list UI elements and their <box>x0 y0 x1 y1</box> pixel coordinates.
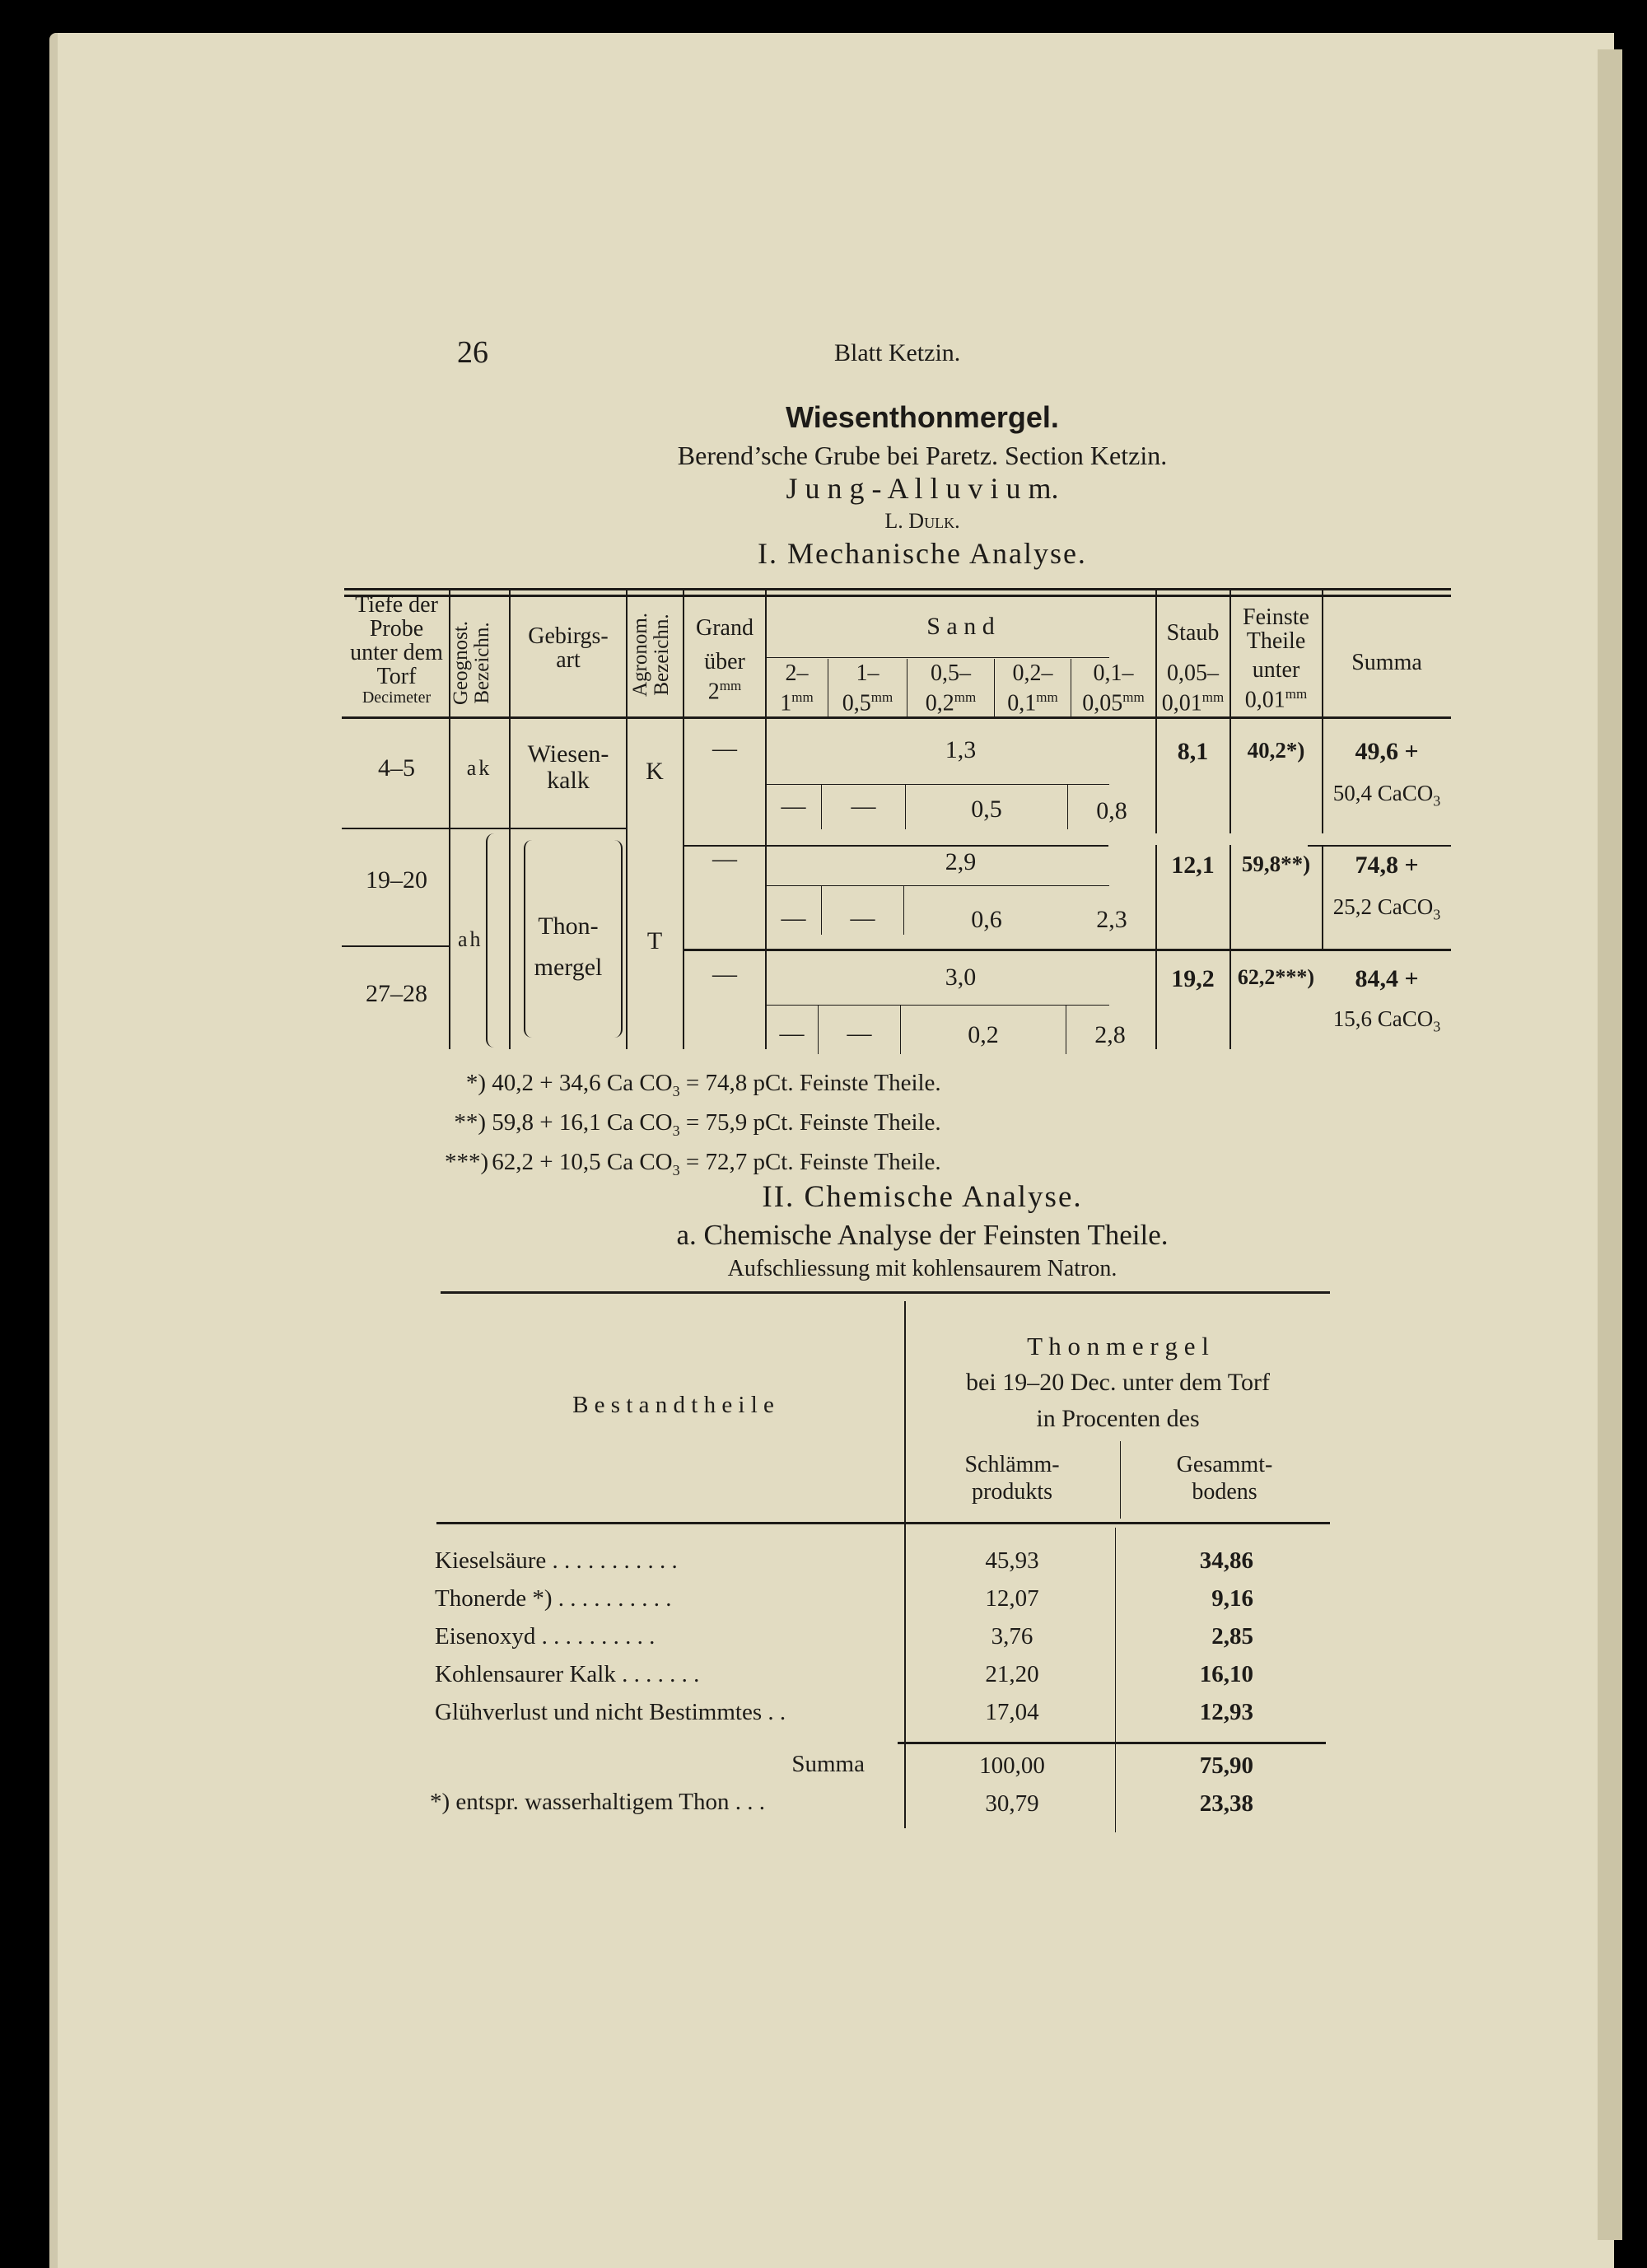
row1-grand: — <box>712 735 737 762</box>
ca-subscript: 3 <box>672 1122 680 1139</box>
header-sand-col-5-size: 0,05 <box>1082 690 1123 716</box>
chem-row-4-v2: 16,10 <box>1199 1661 1253 1687</box>
header-depth-note: bei 19–20 Dec. unter dem Torf <box>966 1369 1270 1396</box>
footnote-1-text: 40,2 + 34,6 Ca CO <box>492 1070 673 1096</box>
row1-feinste: 40,2*) <box>1247 738 1305 763</box>
row2-sand-part-3: 0,6 <box>971 906 1002 933</box>
header-tiefe-3: unter dem <box>350 640 443 665</box>
footnote-3-text: 62,2 + 10,5 Ca CO <box>492 1148 673 1175</box>
row1-agronom: K <box>646 758 664 785</box>
rule <box>436 1522 1330 1524</box>
row1-summa: 49,6 + <box>1355 738 1419 765</box>
header-staub-range: 0,05– <box>1167 660 1219 686</box>
header-tiefe-4: Torf <box>376 664 417 689</box>
row2-sand-part-2: — <box>850 904 875 931</box>
header-geognost-1: Geognost. <box>450 620 472 706</box>
thon-v1: 30,79 <box>985 1790 1039 1817</box>
chem-row-3-v1: 3,76 <box>991 1623 1033 1650</box>
header-sand: S a n d <box>926 613 995 640</box>
row2-summa-ca: 25,2 CaCO <box>1332 894 1434 919</box>
row2-gebirgsart-1: Thon- <box>538 912 599 940</box>
formation-line: J u n g - A l l u v i u m. <box>786 472 1059 505</box>
ca-subscript: 3 <box>672 1082 680 1099</box>
chem-row-1-name: Kieselsäure . . . . . . . . . . . <box>435 1547 678 1574</box>
header-col-gesammt-1: Gesammt- <box>1176 1452 1273 1477</box>
rule <box>684 949 1451 951</box>
row1-sand-part-1: — <box>781 792 806 819</box>
row1-sand-total: 1,3 <box>945 736 977 763</box>
header-grand-ueber: über <box>704 649 745 674</box>
footnote-1-mark: *) <box>465 1070 486 1096</box>
header-sand-col-4: 0,2– <box>1012 660 1053 686</box>
header-agronom <box>630 593 679 716</box>
unit-mm: mm <box>1122 689 1145 705</box>
header-tiefe-unit: Decimeter <box>362 688 432 707</box>
header-thonmergel: T h o n m e r g e l <box>1027 1332 1209 1360</box>
summa-v1: 100,00 <box>979 1752 1045 1779</box>
running-title: Blatt Ketzin. <box>834 339 961 366</box>
rule <box>1308 845 1451 847</box>
header-col-schlaemm-2: produkts <box>972 1479 1052 1505</box>
row3-sand-part-1: — <box>779 1020 805 1047</box>
unit-mm: mm <box>1201 689 1225 705</box>
header-gebirgsart-2: art <box>556 647 581 673</box>
row3-feinste: 62,2***) <box>1237 965 1315 989</box>
rule <box>342 945 449 947</box>
header-sand-col-3-size: 0,2 <box>925 690 954 716</box>
page-number: 26 <box>457 335 488 370</box>
rule <box>903 885 904 935</box>
brace-shape <box>486 833 496 1048</box>
ca-subscript: 3 <box>672 1161 680 1178</box>
row2-grand: — <box>712 845 737 872</box>
header-geognost-2: Bezeichn. <box>471 622 493 704</box>
summa-label: Summa <box>791 1751 865 1777</box>
unit-mm: mm <box>1285 686 1308 702</box>
row2-sand-part-1: — <box>781 904 806 931</box>
row2-depth: 19–20 <box>366 866 427 894</box>
footnote-3-mark: ***) <box>445 1148 489 1175</box>
header-feinste: Feinste <box>1243 604 1309 630</box>
row3-sand-part-4: 2,8 <box>1094 1021 1126 1048</box>
header-staub: Staub <box>1166 620 1220 646</box>
header-geognost <box>450 601 500 725</box>
row1-staub: 8,1 <box>1177 738 1209 765</box>
row2-summa: 74,8 + <box>1355 852 1419 879</box>
footnotes <box>445 1067 941 1185</box>
header-col-schlaemm-1: Schlämm- <box>964 1452 1060 1477</box>
footnote-1-rest: = 74,8 pCt. Feinste Theile. <box>679 1070 941 1096</box>
unit-mm: mm <box>870 689 893 705</box>
ca-subscript: 3 <box>1433 1018 1441 1035</box>
chem-row-3-v2: 2,85 <box>1211 1623 1253 1650</box>
chem-row-1-v1: 45,93 <box>985 1547 1039 1574</box>
rule <box>765 784 1109 785</box>
footnote-2-text: 59,8 + 16,1 Ca CO <box>492 1108 673 1136</box>
unit-mm: mm <box>791 689 814 705</box>
unit-mm: mm <box>954 689 977 705</box>
chem-row-2-v1: 12,07 <box>985 1585 1039 1612</box>
header-agronom-1: Agronom. <box>629 612 651 698</box>
header-gebirgsart-1: Gebirgs- <box>528 623 609 649</box>
header-sand-col-2: 1– <box>856 660 879 686</box>
header-summa: Summa <box>1351 650 1422 675</box>
row1-summa-ca: 50,4 CaCO <box>1332 781 1434 805</box>
chem-row-3-name: Eisenoxyd . . . . . . . . . . <box>435 1623 656 1650</box>
chem-row-4-v1: 21,20 <box>985 1661 1039 1687</box>
rule <box>626 588 628 1049</box>
row3-staub: 19,2 <box>1171 965 1215 992</box>
chem-row-5-v2: 12,93 <box>1199 1699 1253 1725</box>
header-sand-col-1-size: 1 <box>780 690 792 716</box>
header-feinste-theile: Theile <box>1246 628 1306 654</box>
row3-grand: — <box>712 960 737 987</box>
row3-summa-ca: 15,6 CaCO <box>1332 1006 1434 1031</box>
row1-geognost: ak <box>466 756 492 780</box>
row2-agronom: T <box>646 927 663 954</box>
section-subtitle: a. Chemische Analyse der Feinsten Theile. <box>676 1219 1169 1251</box>
row2-feinste: 59,8**) <box>1241 852 1311 876</box>
thon-v2: 23,38 <box>1199 1790 1253 1817</box>
unit-mm: mm <box>719 678 742 693</box>
row2-gebirgsart-2: mergel <box>534 954 603 981</box>
chem-row-4-name: Kohlensaurer Kalk . . . . . . . <box>435 1661 700 1687</box>
brace-left <box>458 833 507 1048</box>
ca-subscript: 3 <box>1433 906 1441 923</box>
row1-sand-part-2: — <box>851 792 876 819</box>
summa-v2: 75,90 <box>1199 1752 1253 1779</box>
chem-row-5-v1: 17,04 <box>985 1699 1039 1725</box>
rule <box>898 1742 1326 1744</box>
row3-sand-part-3: 0,2 <box>968 1021 999 1048</box>
thon-label: *) entspr. wasserhaltigem Thon . . . <box>430 1789 766 1815</box>
row3-sand-total: 3,0 <box>945 964 977 991</box>
header-sand-col-2-size: 0,5 <box>842 690 871 716</box>
header-col-gesammt-2: bodens <box>1192 1479 1257 1505</box>
row1-gebirgsart-1: Wiesen- <box>527 740 609 768</box>
section-note: Aufschliessung mit kohlensaurem Natron. <box>727 1256 1117 1281</box>
header-sand-col-4-size: 0,1 <box>1007 690 1037 716</box>
row2-staub: 12,1 <box>1171 852 1215 879</box>
header-sand-col-5: 0,1– <box>1093 660 1134 686</box>
header-tiefe-2: Probe <box>369 616 424 642</box>
header-sand-col-3: 0,5– <box>931 660 971 686</box>
rule <box>900 1005 901 1054</box>
row2-sand-part-4: 2,3 <box>1096 906 1127 933</box>
header-bestandtheile: B e s t a n d t h e i l e <box>572 1392 774 1418</box>
brace-right <box>613 840 623 1038</box>
next-page-edge <box>1598 49 1622 2240</box>
row1-gebirgsart-2: kalk <box>547 767 590 794</box>
row3-summa: 84,4 + <box>1355 965 1419 992</box>
header-agronom-2: Bezeichn. <box>651 614 673 696</box>
chem-row-2-v2: 9,16 <box>1211 1585 1253 1612</box>
row1-depth: 4–5 <box>378 754 415 782</box>
row1-sand-part-3: 0,5 <box>971 796 1002 823</box>
section-heading-1: I. Mechanische Analyse. <box>758 537 1087 570</box>
row1-sand-part-4: 0,8 <box>1096 797 1127 824</box>
row3-depth: 27–28 <box>366 980 427 1007</box>
rule <box>765 657 1109 658</box>
author-line: L. Dulk. <box>884 509 960 533</box>
rule <box>765 1005 1109 1006</box>
rule <box>1120 1441 1121 1519</box>
main-title: Wiesenthonmergel. <box>786 400 1059 434</box>
row2-sand-total: 2,9 <box>945 848 977 875</box>
chem-row-1-v2: 34,86 <box>1199 1547 1253 1574</box>
header-staub-size: 0,01 <box>1161 690 1202 716</box>
location-line: Berend’sche Grube bei Paretz. Section Ketzin. <box>677 441 1168 470</box>
chem-row-5-name: Glühverlust und nicht Bestimmtes . . <box>435 1699 786 1725</box>
header-tiefe-1: Tiefe der <box>355 592 438 618</box>
rule <box>765 885 1109 886</box>
header-grand: Grand <box>696 615 754 641</box>
chem-row-2-name: Thonerde *) . . . . . . . . . . <box>435 1585 672 1612</box>
unit-mm: mm <box>1036 689 1058 705</box>
footnote-2-mark: **) <box>454 1108 486 1136</box>
header-sand-col-1: 2– <box>785 660 809 686</box>
rule <box>441 1291 1330 1294</box>
ca-subscript: 3 <box>1433 792 1441 810</box>
row3-sand-part-2: — <box>847 1020 872 1047</box>
row2-geognost: ah <box>458 927 483 951</box>
header-feinste-size: 0,01 <box>1244 687 1285 713</box>
header-grand-size: 2 <box>707 679 720 705</box>
footnote-3-rest: = 72,7 pCt. Feinste Theile. <box>679 1148 941 1175</box>
footnote-2-rest: = 75,9 pCt. Feinste Theile. <box>679 1108 941 1136</box>
header-feinste-unter: unter <box>1252 657 1300 683</box>
section-heading-2: II. Chemische Analyse. <box>762 1180 1083 1214</box>
header-procent: in Procenten des <box>1036 1405 1200 1432</box>
rule <box>342 828 628 829</box>
